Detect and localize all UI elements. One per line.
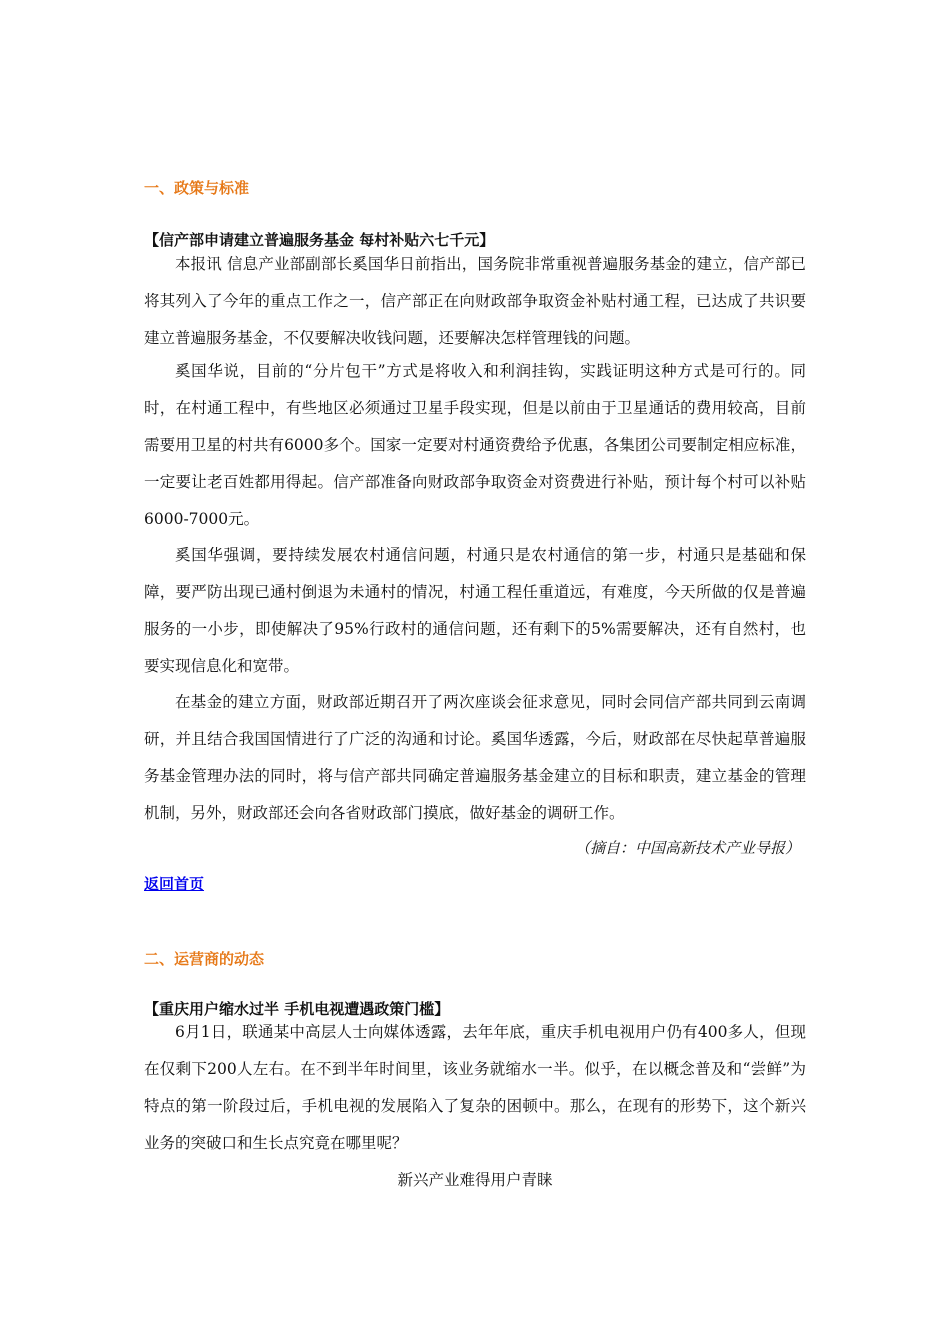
paragraph-fund-3: 奚国华强调，要持续发展农村通信问题，村通只是农村通信的第一步，村通只是基础和保障，要严防出现已通村倒退为未通村的情况，村通工程任重道远，有难度，今天所做的仅是普遍服务的一小步，即使解决了95%行政村的通信问题，还有剩下的5%需要解决，还有自然村，也要实现信息化和宽带。	[144, 546, 806, 675]
article-subheading: 新兴产业难得用户青睐	[397, 1171, 553, 1189]
paragraph-fund-4: 在基金的建立方面，财政部近期召开了两次座谈会征求意见，同时会同信产部共同到云南调研，并且结合我国国情进行了广泛的沟通和讨论。奚国华透露，今后，财政部在尽快起草普遍服务基金管理办法的同时，将与信产部共同确定普遍服务基金建立的目标和职责，建立基金的管理机制，另外，财政部还会向各省财政部门摸底，做好基金的调研工作。	[144, 693, 806, 822]
article-title-fund: 【信产部申请建立普遍服务基金 每村补贴六七千元】	[144, 231, 495, 249]
back-to-home-link[interactable]: 返回首页	[144, 875, 205, 893]
article-title-mobile-tv: 【重庆用户缩水过半 手机电视遭遇政策门槛】	[144, 1000, 450, 1018]
section-heading-policy: 一、政策与标准	[144, 179, 250, 197]
paragraph-mobile-tv-1: 6月1日，联通某中高层人士向媒体透露，去年年底，重庆手机电视用户仍有400多人，但现在仅剩下200人左右。在不到半年时间里，该业务就缩水一半。似乎，在以概念普及和“尝鲜”为特点的第一阶段过后，手机电视的发展陷入了复杂的困顿中。那么，在现有的形势下，这个新兴业务的突破口和生长点究竟在哪里呢？	[144, 1023, 806, 1152]
paragraph-fund-1: 本报讯 信息产业部副部长奚国华日前指出，国务院非常重视普遍服务基金的建立，信产部已将其列入了今年的重点工作之一，信产部正在向财政部争取资金补贴村通工程，已达成了共识要建立普遍服务基金，不仅要解决收钱问题，还要解决怎样管理钱的问题。	[144, 255, 806, 347]
article-source: （摘自：中国高新技术产业导报）	[574, 839, 800, 857]
section-heading-operators: 二、运营商的动态	[144, 950, 265, 968]
paragraph-fund-2: 奚国华说，目前的“分片包干”方式是将收入和利润挂钩，实践证明这种方式是可行的。同时，在村通工程中，有些地区必须通过卫星手段实现，但是以前由于卫星通话的费用较高，目前需要用卫星的村共有6000多个。国家一定要对村通资费给予优惠，各集团公司要制定相应标准，一定要让老百姓都用得起。信产部准备向财政部争取资金对资费进行补贴，预计每个村可以补贴6000-7000元。	[144, 362, 806, 528]
